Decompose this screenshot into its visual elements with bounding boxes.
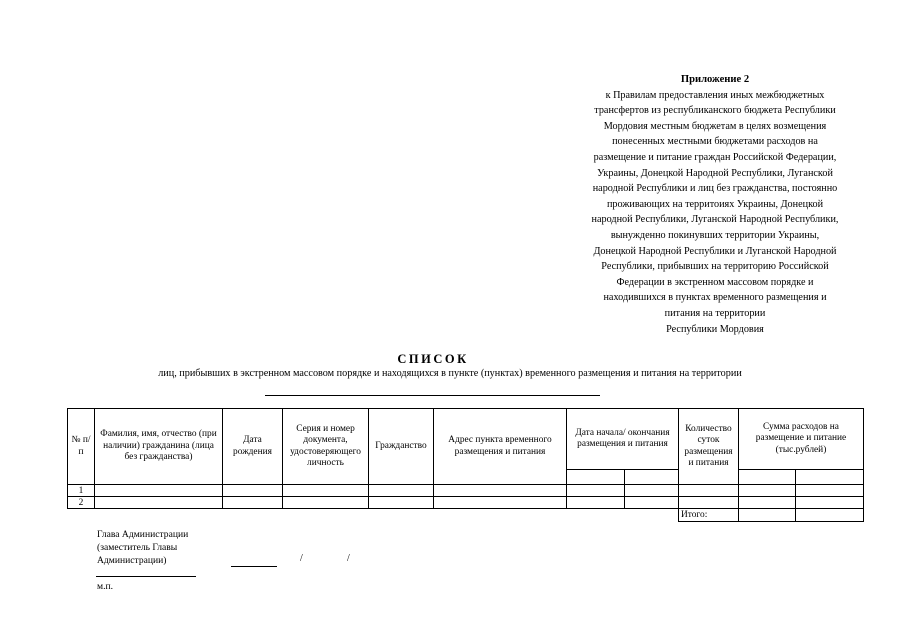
annex-line: трансфертов из республиканского бюджета Республики	[594, 105, 836, 117]
register-table	[67, 408, 864, 522]
total-label: Итого:	[679, 509, 739, 522]
row-number: 2	[68, 497, 95, 509]
header-date-start	[567, 470, 625, 485]
annex-line: вынужденно покинувших территории Украины,	[610, 229, 820, 241]
header-dates: Дата начала/ окончания размещения и питания	[567, 409, 679, 470]
cell[interactable]	[796, 485, 864, 497]
row-number: 1	[68, 485, 95, 497]
cell[interactable]	[283, 497, 369, 509]
cell[interactable]	[796, 497, 864, 509]
cell[interactable]	[95, 497, 223, 509]
signature-slash: /	[300, 553, 303, 564]
header-days: Количество суток размещения и питания	[679, 409, 739, 485]
cell[interactable]	[283, 485, 369, 497]
signature-line: Администрации)	[97, 555, 167, 566]
header-num: № п/п	[68, 409, 95, 485]
total-row	[68, 509, 864, 522]
annex-line: народной Республики и лиц без гражданства, постоянно	[592, 183, 838, 195]
cell[interactable]	[625, 497, 679, 509]
stamp-label: м.п.	[97, 581, 114, 592]
header-citizenship: Гражданство	[369, 409, 434, 485]
header-document: Серия и номер документа, удостоверяющего личность	[283, 409, 369, 485]
signature-slash: /	[347, 553, 350, 564]
annex-line: Донецкой Народной Республики и Луганской Народной	[593, 245, 837, 257]
header-address: Адрес пункта временного размещения и питания	[434, 409, 567, 485]
annex-line: Республики Мордовия	[666, 323, 764, 335]
cell[interactable]	[434, 497, 567, 509]
cell[interactable]	[679, 485, 739, 497]
annex-line: Мордовия местным бюджетам в целях возмещения	[603, 120, 827, 132]
cell[interactable]	[434, 485, 567, 497]
annex-line: Украины, Донецкой Народной Республики, Луганской	[597, 167, 833, 179]
cell[interactable]	[223, 485, 283, 497]
cell[interactable]	[95, 485, 223, 497]
header-dob: Дата рождения	[223, 409, 283, 485]
territory-blank-line	[265, 395, 600, 396]
table-row	[68, 497, 864, 509]
signature-block	[97, 528, 188, 567]
cell[interactable]	[739, 485, 796, 497]
annex-line: размещение и питание граждан Российской Федерации,	[593, 151, 837, 163]
annex-title: Приложение 2	[680, 74, 750, 85]
cell[interactable]	[567, 497, 625, 509]
annex-line: Федерации в экстренном массовом порядке и	[616, 276, 814, 288]
annex-line: питания на территории	[664, 307, 766, 319]
header-sum: Сумма расходов на размещение и питание (тыс.рублей)	[739, 409, 864, 470]
header-name: Фамилия, имя, отчество (при наличии) гражданина (лица без гражданства)	[95, 409, 223, 485]
cell[interactable]	[739, 497, 796, 509]
cell[interactable]	[679, 497, 739, 509]
cell[interactable]	[567, 485, 625, 497]
header-sum-b	[796, 470, 864, 485]
total-spacer	[68, 509, 679, 522]
total-cell[interactable]	[739, 509, 796, 522]
cell[interactable]	[223, 497, 283, 509]
total-cell[interactable]	[796, 509, 864, 522]
signature-line: Глава Администрации	[97, 529, 189, 540]
cell[interactable]	[369, 485, 434, 497]
annex-line: проживающих на территоиях Украины, Донецкой	[606, 198, 824, 210]
annex-line: понесенных местными бюджетами расходов на	[612, 136, 818, 148]
table-header-row	[68, 409, 864, 470]
annex-line: находившихся в пунктах временного размещения и	[603, 292, 827, 304]
cell[interactable]	[625, 485, 679, 497]
header-sum-a	[739, 470, 796, 485]
signature-blank-line	[231, 566, 277, 567]
list-title: СПИСОК	[397, 352, 469, 366]
annex-block	[565, 72, 865, 337]
header-date-end	[625, 470, 679, 485]
table-row	[68, 485, 864, 497]
annex-line: к Правилам предоставления иных межбюджетных	[605, 89, 825, 101]
list-subtitle: лиц, прибывших в экстренном массовом порядке и находящихся в пункте (пунктах) временного размещения и питания на территории	[158, 368, 742, 379]
cell[interactable]	[369, 497, 434, 509]
annex-line: народной Республики, Луганской Народной Республики,	[591, 214, 839, 226]
stamp-line	[96, 576, 196, 577]
annex-line: Республики, прибывших на территорию Российской	[601, 261, 829, 273]
signature-line: (заместитель Главы	[97, 542, 178, 553]
